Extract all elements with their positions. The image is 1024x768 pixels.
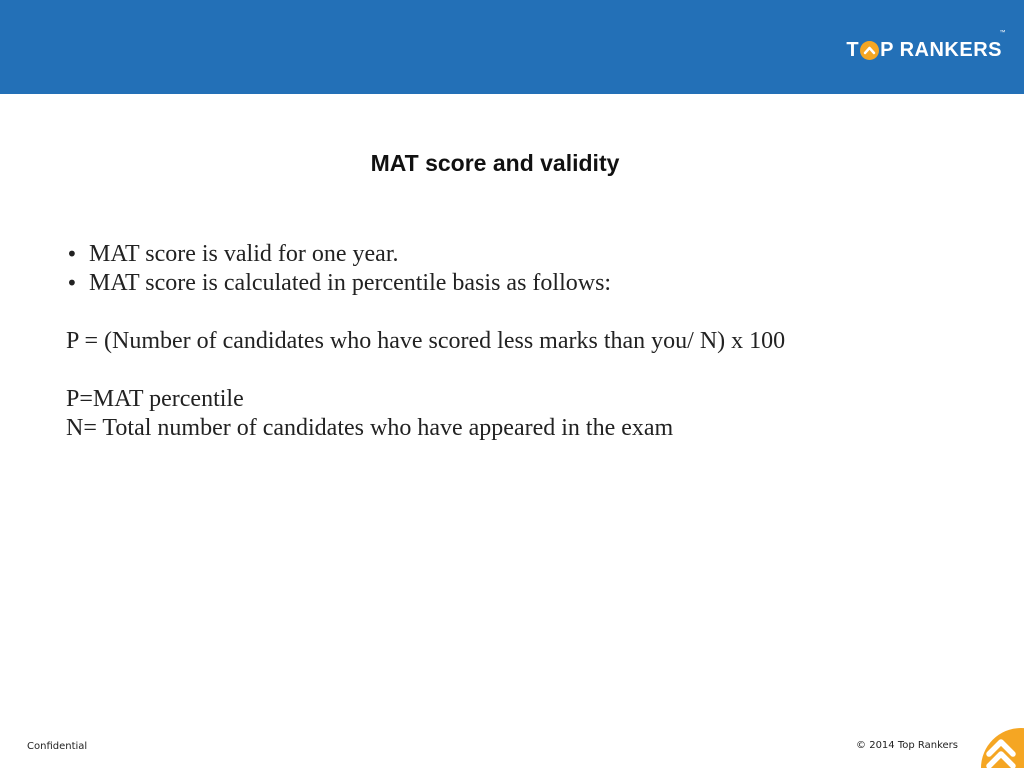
header-bar [0,0,1024,94]
bullet-list [66,240,966,298]
footer-copyright: © 2014 Top Rankers [856,740,958,751]
corner-badge [981,728,1024,768]
logo-text-end: P RANKERS [880,38,1002,61]
slide-title: MAT score and validity [370,150,620,176]
logo-text-start: T [846,38,860,61]
definition-item: N= Total number of candidates who have appeared in the exam [66,415,674,441]
chevron-up-icon [860,41,879,60]
definitions [66,385,966,443]
chevron-up-icon [981,728,1024,768]
logo [846,30,1006,64]
footer-confidential: Confidential [27,741,88,752]
bullet-item: • MAT score is valid for one year. [66,240,966,269]
bullet-item: • MAT score is calculated in percentile basis as follows: [66,269,966,298]
percentile-formula: P = (Number of candidates who have scored less marks than you/ N) x 100 [66,328,786,354]
definition-item: P=MAT percentile [66,386,244,412]
slide-content [66,240,966,443]
logo-trademark: ™ [999,30,1006,36]
